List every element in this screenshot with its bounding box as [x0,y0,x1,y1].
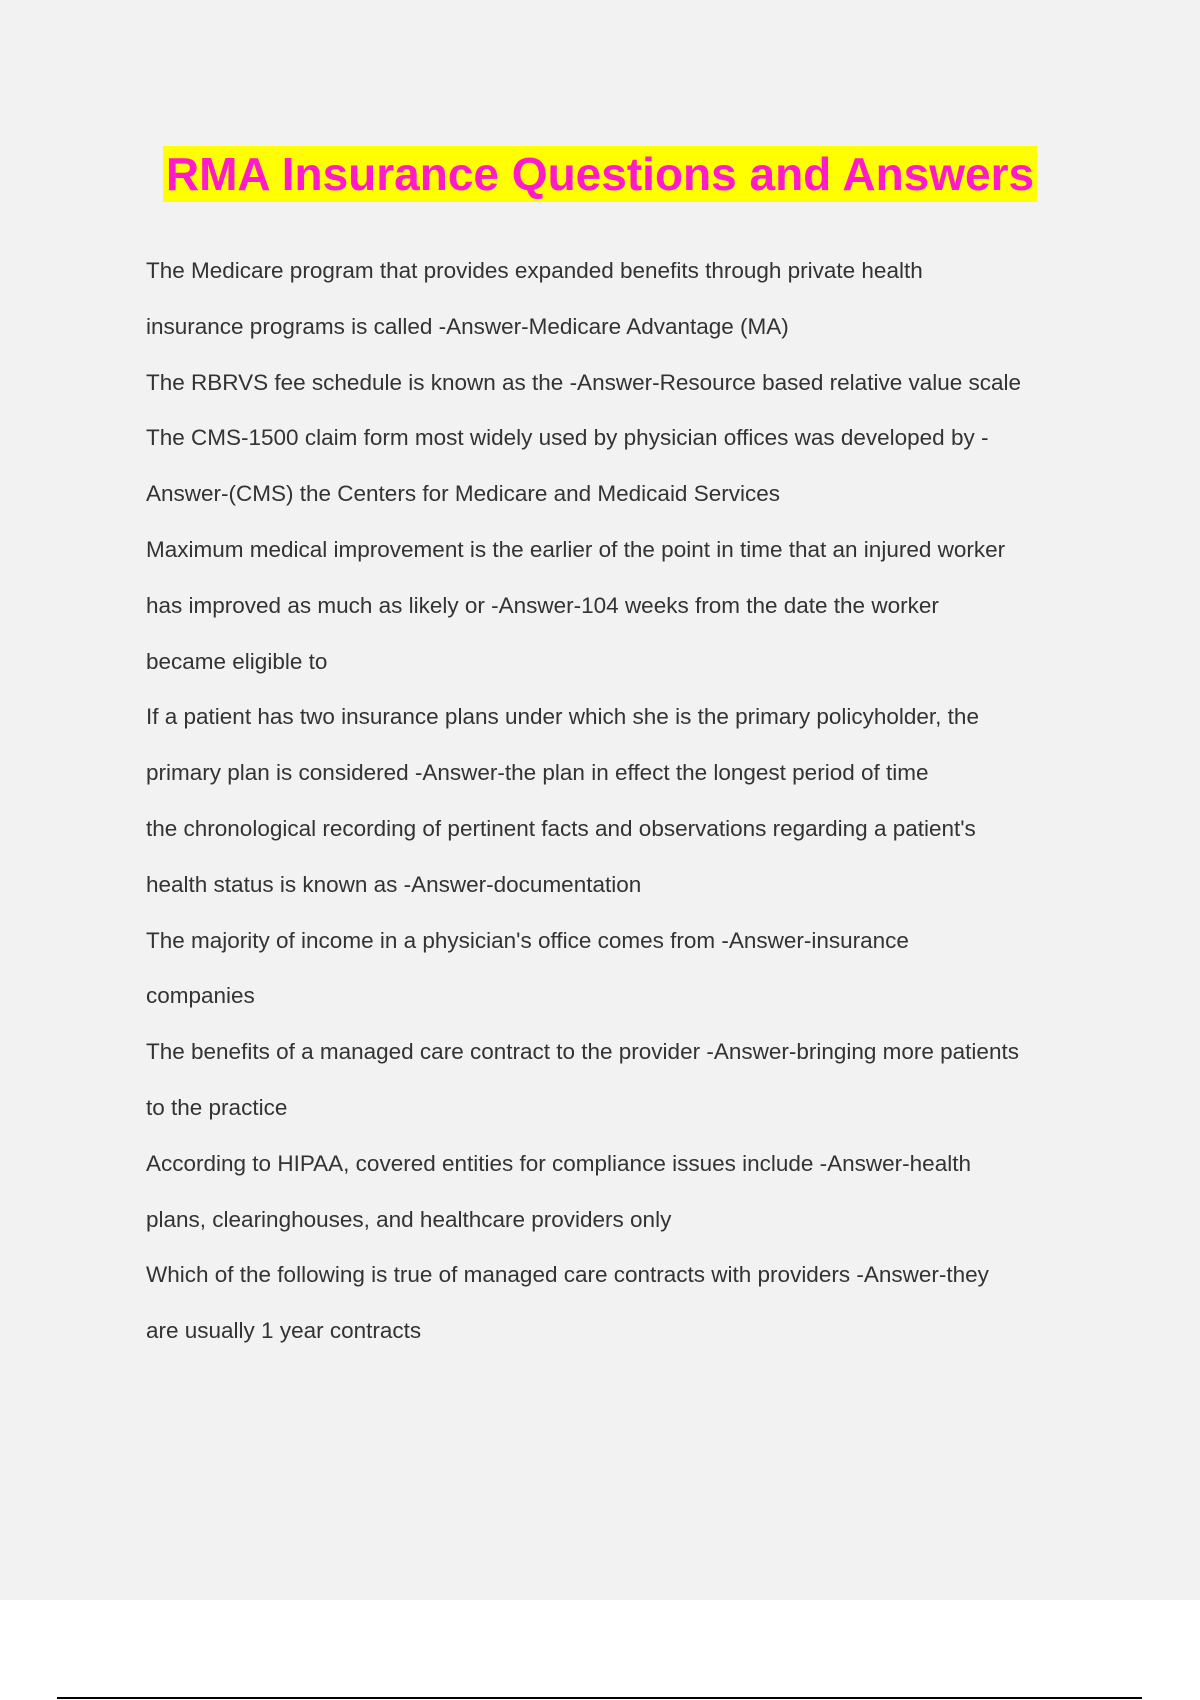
text-line: the chronological recording of pertinent facts and observations regarding a patient's [146,815,976,841]
qa-body [146,250,1096,1366]
text-line: primary plan is considered -Answer-the plan in effect the longest period of time [146,760,929,786]
text-line: Which of the following is true of managed care contracts with providers -Answer-they [146,1262,989,1288]
text-line: Maximum medical improvement is the earlier of the point in time that an injured worker [146,536,1006,562]
text-line: are usually 1 year contracts [146,1318,422,1344]
text-line: to the practice [146,1094,288,1120]
text-line: became eligible to [146,648,328,674]
text-line: health status is known as -Answer-documentation [146,871,642,897]
document-title: RMA Insurance Questions and Answers [163,146,1037,202]
text-line: Answer-(CMS) the Centers for Medicare and Medicaid Services [146,481,780,507]
text-line: The majority of income in a physician's office comes from -Answer-insurance [146,927,909,953]
title-container [0,146,1200,202]
text-line: The Medicare program that provides expanded benefits through private health [146,258,923,283]
text-line: The CMS-1500 claim form most widely used by physician offices was developed by - [146,425,989,451]
text-line: has improved as much as likely or -Answer-104 weeks from the date the worker [146,592,939,618]
text-line: If a patient has two insurance plans under which she is the primary policyholder, the [146,704,979,730]
text-line: The RBRVS fee schedule is known as the -Answer-Resource based relative value scale [146,369,1022,395]
text-line: companies [146,983,255,1009]
text-line: plans, clearinghouses, and healthcare providers only [146,1206,672,1232]
text-line: insurance programs is called -Answer-Medicare Advantage (MA) [146,313,789,339]
text-line: The benefits of a managed care contract to the provider -Answer-bringing more patients [146,1039,1019,1065]
footer-divider [57,1697,1142,1699]
text-line: According to HIPAA, covered entities for compliance issues include -Answer-health [146,1150,971,1176]
